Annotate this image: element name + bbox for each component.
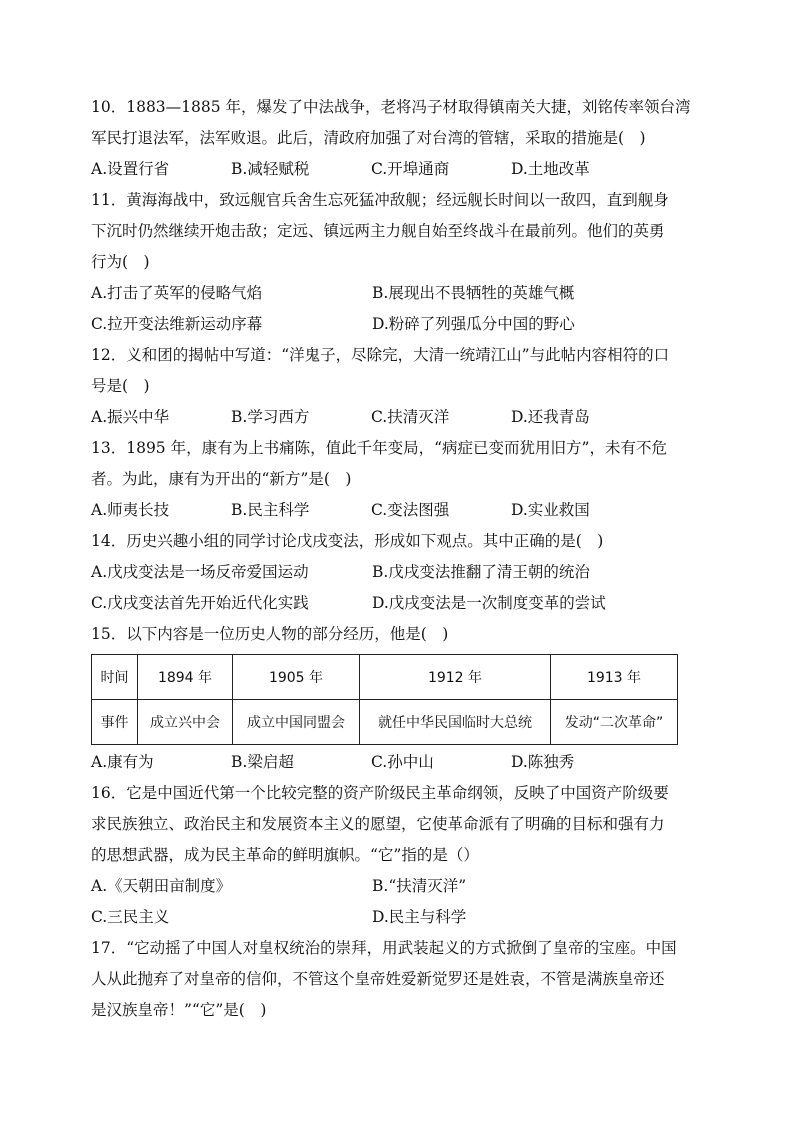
question-stem-line: 下沉时仍然继续开炮击敌；定远、镇远两主力舰自始至终战斗在最前列。他们的英勇 xyxy=(91,222,665,240)
exam-page xyxy=(91,92,703,1026)
question-stem-line: 13．1895 年，康有为上书痛陈，值此千年变局，“病症已变而犹用旧方”，未有不危 xyxy=(91,439,667,457)
option-d: D.实业救国 xyxy=(511,501,590,519)
option-c: C.开埠通商 xyxy=(371,160,450,178)
option-b: B.减轻赋税 xyxy=(231,160,310,178)
option-b: B.戊戌变法推翻了清王朝的统治 xyxy=(372,563,590,581)
table-cell: 1913 年 xyxy=(551,655,678,700)
question-10 xyxy=(91,92,703,185)
options-row xyxy=(91,902,703,933)
options-row xyxy=(91,747,703,778)
options-row xyxy=(91,588,703,619)
option-d: D.还我青岛 xyxy=(511,408,590,426)
options-row xyxy=(91,402,703,433)
option-d: D.土地改革 xyxy=(511,160,590,178)
options-row xyxy=(91,278,703,309)
question-stem-line: 军民打退法军，法军败退。此后，清政府加强了对台湾的管辖，采取的措施是( ) xyxy=(91,129,646,147)
table-cell: 1905 年 xyxy=(233,655,360,700)
option-d: D.戊戌变法是一次制度变革的尝试 xyxy=(372,594,606,612)
question-stem-line: 16．它是中国近代第一个比较完整的资产阶级民主革命纲领，反映了中国资产阶级要 xyxy=(91,784,669,802)
table-cell: 1912 年 xyxy=(360,655,551,700)
question-stem-line: 求民族独立、政治民主和发展资本主义的愿望，它使革命派有了明确的目标和强有力 xyxy=(91,815,665,833)
option-c: C.孙中山 xyxy=(371,753,434,771)
question-14 xyxy=(91,526,703,619)
option-b: B.展现出不畏牺牲的英雄气概 xyxy=(372,284,575,302)
table-cell: 发动“二次革命” xyxy=(551,700,678,745)
option-a: A.振兴中华 xyxy=(91,408,170,426)
question-stem-line: 号是( ) xyxy=(91,377,150,395)
option-b: B.“扶清灭洋” xyxy=(372,877,467,895)
option-c: C.拉开变法维新运动序幕 xyxy=(91,315,263,333)
table-header-cell: 事件 xyxy=(92,700,138,745)
option-a: A.打击了英军的侵略气焰 xyxy=(91,284,263,302)
option-b: B.民主科学 xyxy=(231,501,310,519)
option-c: C.戊戌变法首先开始近代化实践 xyxy=(91,594,309,612)
table-header-cell: 时间 xyxy=(92,655,138,700)
option-b: B.学习西方 xyxy=(231,408,310,426)
table-row xyxy=(92,655,678,700)
question-stem-line: 是汉族皇帝！”“它”是( ) xyxy=(91,1001,267,1019)
question-stem-line: 行为( ) xyxy=(91,253,150,271)
options-row xyxy=(91,154,703,185)
question-15 xyxy=(91,619,703,778)
table-cell: 成立中国同盟会 xyxy=(233,700,360,745)
history-timeline-table xyxy=(91,654,678,745)
option-a: A.设置行省 xyxy=(91,160,170,178)
table-cell: 1894 年 xyxy=(138,655,233,700)
options-row xyxy=(91,309,703,340)
option-a: A.《天朝田亩制度》 xyxy=(91,877,232,895)
options-row xyxy=(91,557,703,588)
question-stem-line: 14．历史兴趣小组的同学讨论戊戌变法，形成如下观点。其中正确的是( ) xyxy=(91,532,604,550)
question-stem-line: 15．以下内容是一位历史人物的部分经历，他是( ) xyxy=(91,625,449,643)
options-row xyxy=(91,871,703,902)
question-11 xyxy=(91,185,703,340)
question-16 xyxy=(91,778,703,933)
option-c: C.变法图强 xyxy=(371,501,450,519)
question-stem-line: 者。为此，康有为开出的“新方”是( ) xyxy=(91,470,352,488)
option-c: C.扶清灭洋 xyxy=(371,408,450,426)
option-d: D.粉碎了列强瓜分中国的野心 xyxy=(372,315,575,333)
question-12 xyxy=(91,340,703,433)
question-stem-line: 11．黄海海战中，致远舰官兵舍生忘死猛冲敌舰；经远舰长时间以一敌四，直到舰身 xyxy=(91,191,669,209)
question-stem-line: 的思想武器，成为民主革命的鲜明旗帜。“它”指的是（） xyxy=(91,846,479,864)
option-a: A.康有为 xyxy=(91,753,154,771)
question-17 xyxy=(91,933,703,1026)
question-stem-line: 人从此抛弃了对皇帝的信仰，不管这个皇帝姓爱新觉罗还是姓袁，不管是满族皇帝还 xyxy=(91,970,665,988)
option-a: A.师夷长技 xyxy=(91,501,170,519)
option-c: C.三民主义 xyxy=(91,908,170,926)
table-cell: 就任中华民国临时大总统 xyxy=(360,700,551,745)
option-a: A.戊戌变法是一场反帝爱国运动 xyxy=(91,563,309,581)
option-b: B.梁启超 xyxy=(231,753,294,771)
table-cell: 成立兴中会 xyxy=(138,700,233,745)
question-13 xyxy=(91,433,703,526)
options-row xyxy=(91,495,703,526)
option-d: D.民主与科学 xyxy=(372,908,467,926)
question-stem-line: 10．1883—1885 年，爆发了中法战争，老将冯子材取得镇南关大捷，刘铭传率领台湾 xyxy=(91,98,691,116)
option-d: D.陈独秀 xyxy=(511,753,575,771)
question-stem-line: 17．“它动摇了中国人对皇权统治的崇拜，用武装起义的方式掀倒了皇帝的宝座。中国 xyxy=(91,939,677,957)
table-row xyxy=(92,700,678,745)
question-stem-line: 12．义和团的揭帖中写道：“洋鬼子，尽除完，大清一统靖江山”与此帖内容相符的口 xyxy=(91,346,670,364)
